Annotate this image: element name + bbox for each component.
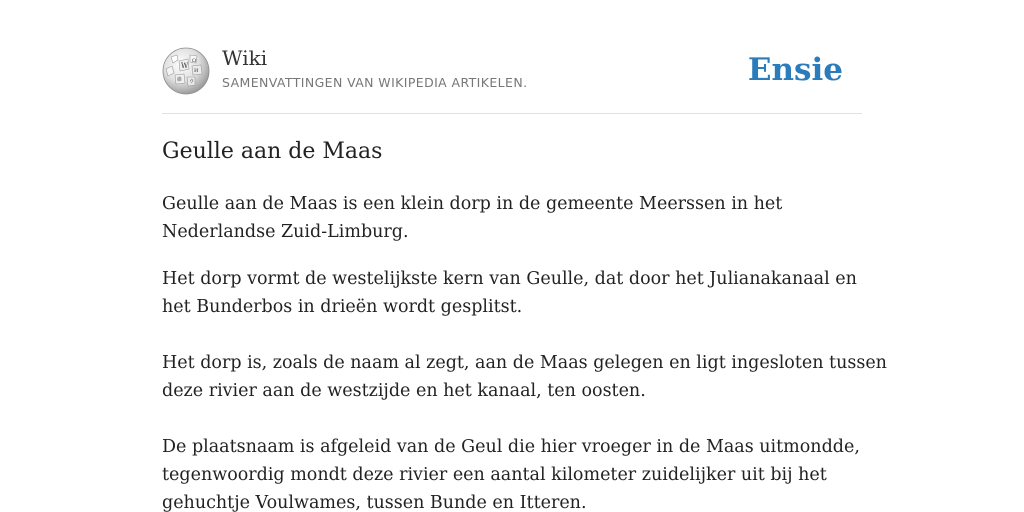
article-paragraph-2 (162, 265, 887, 512)
site-header (162, 46, 862, 98)
logo-glyph-omega: Ω (192, 58, 197, 64)
page-container (162, 0, 887, 512)
article-title: Geulle aan de Maas (162, 139, 383, 164)
paragraph-line: deze rivier aan de westzijde en het kanaal, ten oosten. (162, 381, 646, 401)
ensie-brand-link[interactable]: Ensie (747, 52, 843, 88)
paragraph-line: Nederlandse Zuid-Limburg. (162, 222, 409, 242)
paragraph-line: tegenwoordig mondt deze rivier een aantal kilometer zuidelijker uit bij het (162, 465, 827, 485)
logo-glyph-i: И (194, 68, 199, 74)
paragraph-line: gehuchtje Voulwames, tussen Bunde en Itteren. (162, 493, 587, 512)
line-break (162, 405, 862, 433)
paragraph-line: De plaatsnaam is afgeleid van de Geul die hier vroeger in de Maas uitmondde, (162, 437, 860, 457)
wikipedia-globe-icon[interactable] (162, 47, 210, 95)
paragraph-line: Het dorp vormt de westelijkste kern van Geulle, dat door het Julianakanaal en (162, 269, 857, 289)
logo-glyph-wei: 維 (177, 77, 183, 83)
line-break (162, 321, 862, 349)
logo-glyph-w: W (181, 62, 189, 70)
logo-glyph-u: ウ (189, 79, 195, 85)
site-title[interactable]: Wiki (222, 46, 268, 70)
article-body (162, 190, 887, 512)
site-subtitle: SAMENVATTINGEN VAN WIKIPEDIA ARTIKELEN. (222, 75, 528, 90)
paragraph-line: Het dorp is, zoals de naam al zegt, aan de Maas gelegen en ligt ingesloten tussen (162, 353, 887, 373)
paragraph-line: Geulle aan de Maas is een klein dorp in de gemeente Meerssen in het (162, 194, 783, 214)
header-divider (162, 113, 862, 114)
article-paragraph-1 (162, 190, 862, 246)
paragraph-line: het Bunderbos in drieën wordt gesplitst. (162, 297, 523, 317)
